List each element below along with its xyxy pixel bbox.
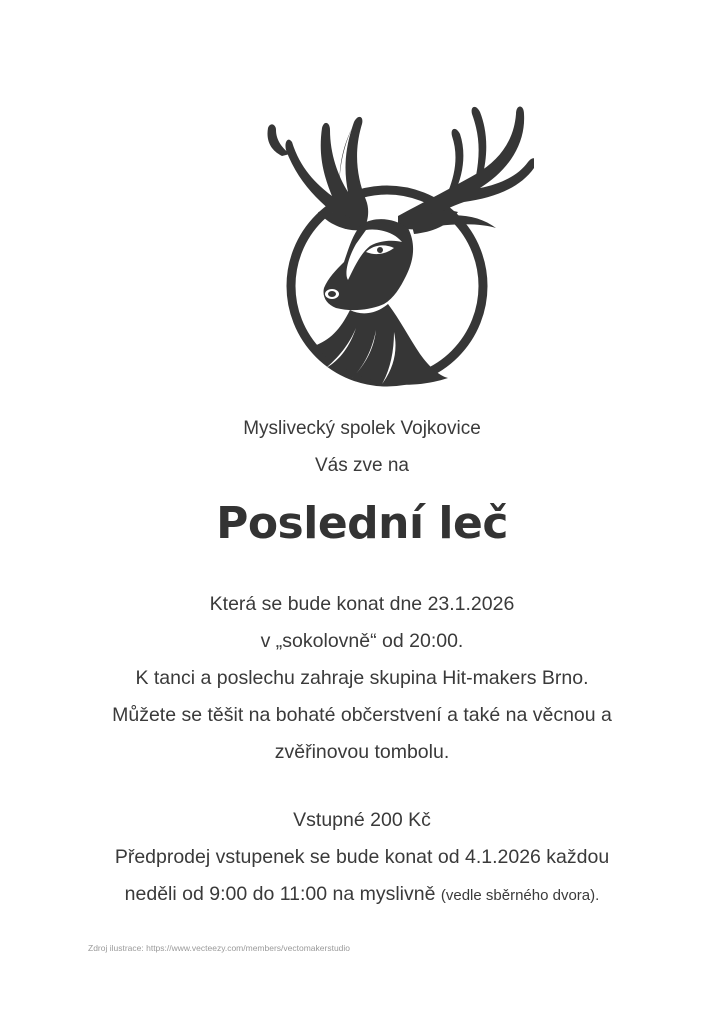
details-line: K tanci a poslechu zahraje skupina Hit-makers Brno. xyxy=(135,667,589,689)
details-line: zvěřinovou tombolu. xyxy=(274,741,450,763)
deer-head-icon xyxy=(244,84,534,388)
details-line: Která se bude konat dne 23.1.2026 xyxy=(209,593,515,615)
admission-price: Vstupné 200 Kč xyxy=(293,809,431,831)
illustration-credit: Zdroj ilustrace: https://www.vecteezy.com/members/vectomakerstudio xyxy=(88,943,351,953)
details-line: v „sokolovně“ od 20:00. xyxy=(260,630,464,652)
invite-line: Vás zve na xyxy=(315,455,409,476)
presale-location-note: (vedle sběrného dvora). xyxy=(440,887,600,904)
event-title: Poslední leč xyxy=(216,498,508,549)
organizer-name: Myslivecký spolek Vojkovice xyxy=(243,418,481,439)
ticket-info xyxy=(0,802,724,914)
presale-line xyxy=(0,876,724,914)
event-details xyxy=(0,586,724,771)
details-line: Můžete se těšit na bohaté občerstvení a také na věcnou a xyxy=(112,704,612,726)
presale-location: neděli od 9:00 do 11:00 na myslivně xyxy=(124,883,436,905)
presale-line: Předprodej vstupenek se bude konat od 4.1.2026 každou xyxy=(114,846,610,868)
